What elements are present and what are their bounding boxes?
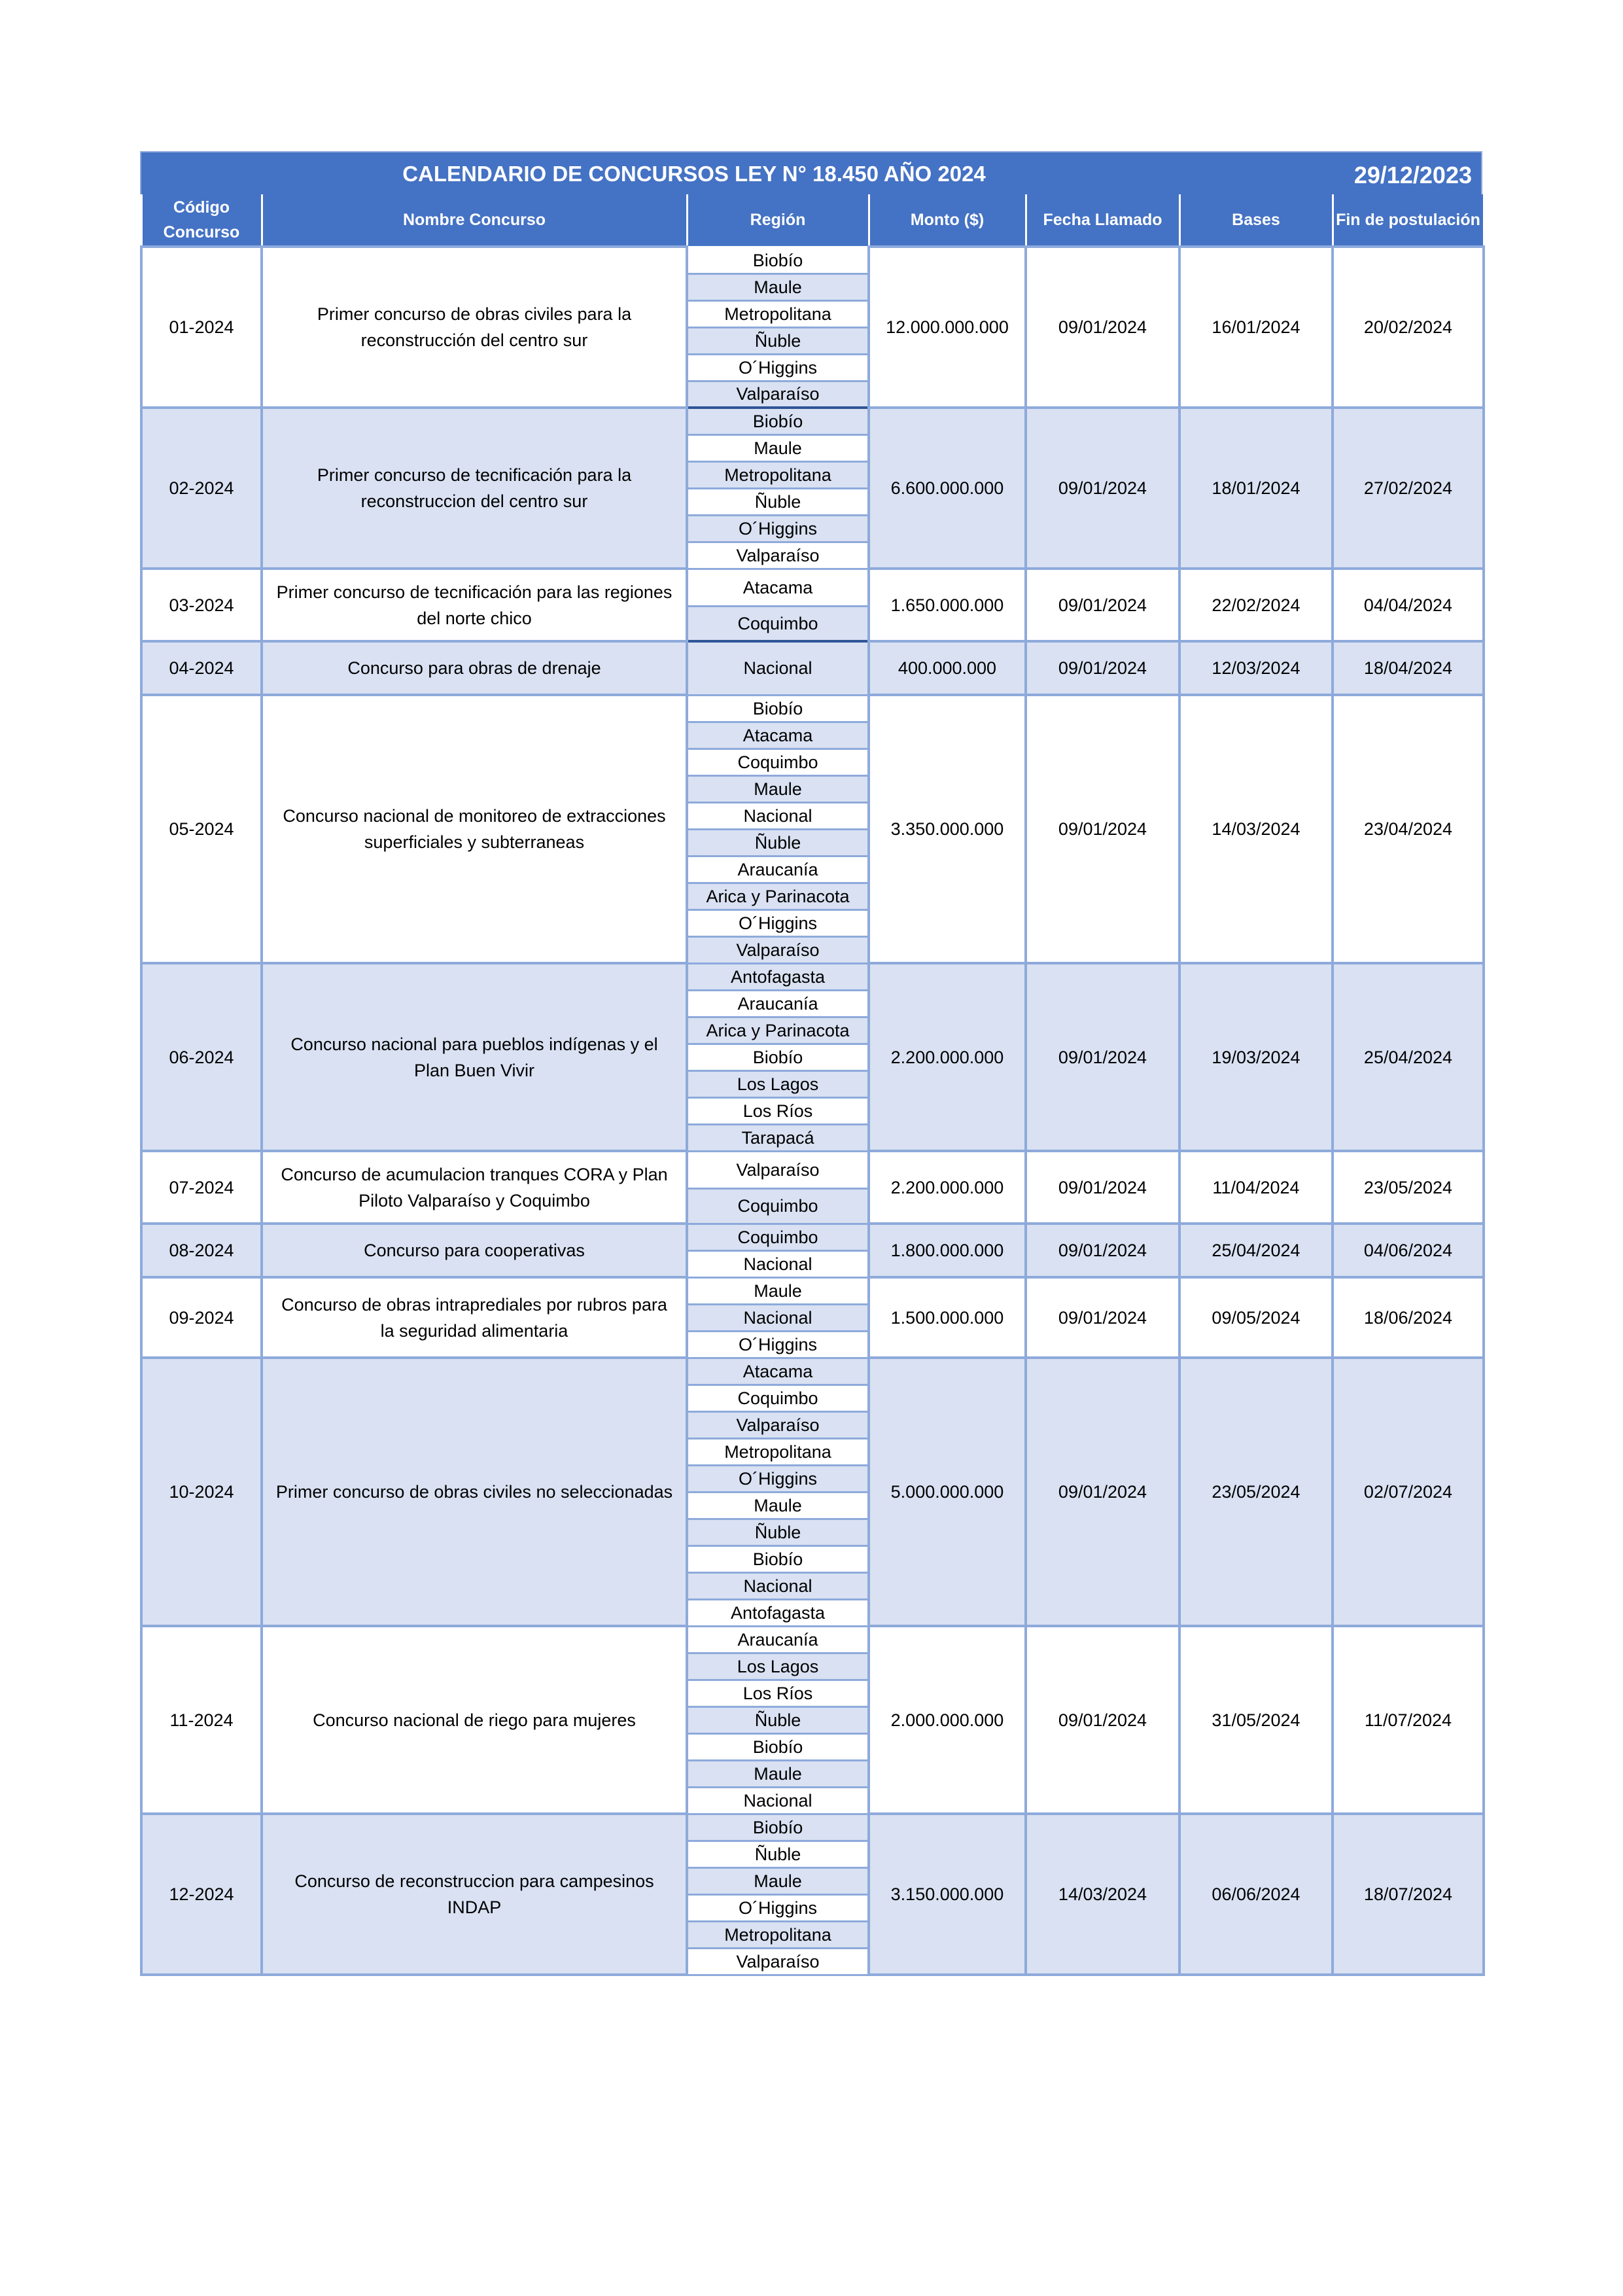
cell-region: Antofagasta xyxy=(687,963,869,990)
cell-region: Metropolitana xyxy=(687,1438,869,1465)
cell-region: Araucanía xyxy=(687,856,869,883)
concurso-group xyxy=(141,1277,1484,1358)
table-row xyxy=(141,408,1484,434)
cell-region: O´Higgins xyxy=(687,1894,869,1921)
cell-region: Valparaíso xyxy=(687,381,869,408)
cell-bases: 12/03/2024 xyxy=(1179,641,1333,695)
cell-region: Valparaíso xyxy=(687,1948,869,1975)
cell-monto: 1.800.000.000 xyxy=(869,1224,1026,1277)
table-row xyxy=(141,1224,1484,1250)
cell-bases: 11/04/2024 xyxy=(1179,1151,1333,1224)
cell-region: Maule xyxy=(687,1867,869,1894)
concurso-group xyxy=(141,695,1484,963)
cell-codigo: 03-2024 xyxy=(141,569,262,641)
cell-region: Biobío xyxy=(687,1814,869,1841)
cell-codigo: 10-2024 xyxy=(141,1358,262,1626)
table-row xyxy=(141,1151,1484,1188)
cell-region: Ñuble xyxy=(687,327,869,354)
cell-bases: 09/05/2024 xyxy=(1179,1277,1333,1358)
cell-region: Nacional xyxy=(687,1787,869,1814)
cell-fecha-llamado: 09/01/2024 xyxy=(1026,695,1179,963)
cell-region: Antofagasta xyxy=(687,1599,869,1626)
cell-region: Nacional xyxy=(687,1250,869,1277)
cell-region: Arica y Parinacota xyxy=(687,1017,869,1044)
cell-monto: 2.200.000.000 xyxy=(869,963,1026,1151)
col-header-monto: Monto ($) xyxy=(869,194,1026,247)
cell-region: Biobío xyxy=(687,1044,869,1070)
cell-nombre: Concurso de obras intraprediales por rubros para la seguridad alimentaria xyxy=(262,1277,687,1358)
cell-monto: 6.600.000.000 xyxy=(869,408,1026,569)
cell-nombre: Concurso de acumulacion tranques CORA y Plan Piloto Valparaíso y Coquimbo xyxy=(262,1151,687,1224)
cell-region: Biobío xyxy=(687,1545,869,1572)
cell-fecha-llamado: 14/03/2024 xyxy=(1026,1814,1179,1975)
cell-region: Valparaíso xyxy=(687,542,869,569)
cell-region: O´Higgins xyxy=(687,910,869,936)
cell-monto: 5.000.000.000 xyxy=(869,1358,1026,1626)
cell-fin-postulacion: 23/05/2024 xyxy=(1333,1151,1484,1224)
table-row xyxy=(141,1277,1484,1304)
cell-region: O´Higgins xyxy=(687,515,869,542)
cell-monto: 3.350.000.000 xyxy=(869,695,1026,963)
col-header-region: Región xyxy=(687,194,869,247)
cell-fecha-llamado: 09/01/2024 xyxy=(1026,1224,1179,1277)
table-row xyxy=(141,695,1484,722)
cell-region: Maule xyxy=(687,1277,869,1304)
col-header-fecha-llamado: Fecha Llamado xyxy=(1026,194,1179,247)
cell-region: Maule xyxy=(687,775,869,802)
cell-region: Maule xyxy=(687,1760,869,1787)
cell-region: Los Lagos xyxy=(687,1653,869,1680)
cell-fin-postulacion: 25/04/2024 xyxy=(1333,963,1484,1151)
cell-region: Coquimbo xyxy=(687,1385,869,1411)
cell-fecha-llamado: 09/01/2024 xyxy=(1026,641,1179,695)
cell-region: Biobío xyxy=(687,695,869,722)
cell-nombre: Primer concurso de tecnificación para la reconstruccion del centro sur xyxy=(262,408,687,569)
cell-fin-postulacion: 11/07/2024 xyxy=(1333,1626,1484,1814)
concursos-calendar-sheet xyxy=(140,151,1482,1976)
table-row xyxy=(141,569,1484,606)
cell-region: Atacama xyxy=(687,722,869,749)
table-row xyxy=(141,963,1484,990)
cell-nombre: Concurso de reconstruccion para campesinos INDAP xyxy=(262,1814,687,1975)
cell-region: Ñuble xyxy=(687,1706,869,1733)
cell-codigo: 02-2024 xyxy=(141,408,262,569)
cell-bases: 22/02/2024 xyxy=(1179,569,1333,641)
cell-fin-postulacion: 18/06/2024 xyxy=(1333,1277,1484,1358)
cell-nombre: Primer concurso de obras civiles no seleccionadas xyxy=(262,1358,687,1626)
cell-nombre: Concurso nacional de riego para mujeres xyxy=(262,1626,687,1814)
concurso-group xyxy=(141,1358,1484,1626)
col-header-bases: Bases xyxy=(1179,194,1333,247)
cell-region: Coquimbo xyxy=(687,1224,869,1250)
cell-region: Nacional xyxy=(687,802,869,829)
cell-region: Ñuble xyxy=(687,488,869,515)
cell-fin-postulacion: 23/04/2024 xyxy=(1333,695,1484,963)
cell-region: Valparaíso xyxy=(687,1411,869,1438)
cell-nombre: Concurso nacional para pueblos indígenas y el Plan Buen Vivir xyxy=(262,963,687,1151)
cell-bases: 14/03/2024 xyxy=(1179,695,1333,963)
cell-codigo: 11-2024 xyxy=(141,1626,262,1814)
cell-region: Nacional xyxy=(687,641,869,695)
cell-nombre: Primer concurso de obras civiles para la reconstrucción del centro sur xyxy=(262,247,687,408)
cell-region: Araucanía xyxy=(687,1626,869,1653)
cell-region: Nacional xyxy=(687,1572,869,1599)
cell-codigo: 04-2024 xyxy=(141,641,262,695)
cell-region: O´Higgins xyxy=(687,354,869,381)
cell-region: Biobío xyxy=(687,1733,869,1760)
cell-fecha-llamado: 09/01/2024 xyxy=(1026,569,1179,641)
cell-region: Los Lagos xyxy=(687,1070,869,1097)
cell-region: Atacama xyxy=(687,1358,869,1385)
cell-monto: 2.000.000.000 xyxy=(869,1626,1026,1814)
col-header-nombre: Nombre Concurso xyxy=(262,194,687,247)
cell-region: O´Higgins xyxy=(687,1331,869,1358)
cell-fin-postulacion: 18/04/2024 xyxy=(1333,641,1484,695)
concurso-group xyxy=(141,408,1484,569)
calendar-date: 29/12/2023 xyxy=(1353,162,1472,188)
concurso-group xyxy=(141,1151,1484,1224)
cell-nombre: Primer concurso de tecnificación para las regiones del norte chico xyxy=(262,569,687,641)
cell-region: Maule xyxy=(687,434,869,461)
cell-bases: 31/05/2024 xyxy=(1179,1626,1333,1814)
cell-bases: 06/06/2024 xyxy=(1179,1814,1333,1975)
table-row xyxy=(141,247,1484,274)
table-row xyxy=(141,1626,1484,1653)
cell-fin-postulacion: 20/02/2024 xyxy=(1333,247,1484,408)
cell-region: Coquimbo xyxy=(687,749,869,775)
cell-region: Ñuble xyxy=(687,829,869,856)
cell-monto: 1.650.000.000 xyxy=(869,569,1026,641)
cell-fin-postulacion: 18/07/2024 xyxy=(1333,1814,1484,1975)
cell-fin-postulacion: 04/04/2024 xyxy=(1333,569,1484,641)
cell-region: Valparaíso xyxy=(687,936,869,963)
col-header-fin-postulacion: Fin de postulación xyxy=(1333,194,1484,247)
cell-region: Valparaíso xyxy=(687,1151,869,1188)
table-header-row xyxy=(141,194,1484,247)
cell-region: Coquimbo xyxy=(687,1188,869,1224)
table-row xyxy=(141,1358,1484,1385)
cell-region: Los Ríos xyxy=(687,1097,869,1124)
cell-fecha-llamado: 09/01/2024 xyxy=(1026,963,1179,1151)
cell-fecha-llamado: 09/01/2024 xyxy=(1026,1277,1179,1358)
cell-codigo: 07-2024 xyxy=(141,1151,262,1224)
cell-fin-postulacion: 04/06/2024 xyxy=(1333,1224,1484,1277)
cell-monto: 3.150.000.000 xyxy=(869,1814,1026,1975)
cell-fecha-llamado: 09/01/2024 xyxy=(1026,1358,1179,1626)
cell-region: Nacional xyxy=(687,1304,869,1331)
cell-region: Maule xyxy=(687,274,869,300)
cell-monto: 400.000.000 xyxy=(869,641,1026,695)
cell-codigo: 06-2024 xyxy=(141,963,262,1151)
cell-codigo: 09-2024 xyxy=(141,1277,262,1358)
cell-fecha-llamado: 09/01/2024 xyxy=(1026,1626,1179,1814)
cell-region: Biobío xyxy=(687,408,869,434)
cell-nombre: Concurso para obras de drenaje xyxy=(262,641,687,695)
cell-region: Metropolitana xyxy=(687,461,869,488)
concurso-group xyxy=(141,247,1484,408)
cell-region: Coquimbo xyxy=(687,606,869,641)
cell-bases: 23/05/2024 xyxy=(1179,1358,1333,1626)
cell-region: Biobío xyxy=(687,247,869,274)
calendar-title: CALENDARIO DE CONCURSOS LEY N° 18.450 AÑO 2024 xyxy=(402,162,986,186)
cell-region: Metropolitana xyxy=(687,300,869,327)
cell-bases: 25/04/2024 xyxy=(1179,1224,1333,1277)
cell-fin-postulacion: 02/07/2024 xyxy=(1333,1358,1484,1626)
cell-region: Atacama xyxy=(687,569,869,606)
cell-fecha-llamado: 09/01/2024 xyxy=(1026,1151,1179,1224)
cell-monto: 2.200.000.000 xyxy=(869,1151,1026,1224)
concurso-group xyxy=(141,1814,1484,1975)
cell-region: Araucanía xyxy=(687,990,869,1017)
concurso-group xyxy=(141,1626,1484,1814)
col-header-codigo: Código Concurso xyxy=(141,194,262,247)
concurso-group xyxy=(141,641,1484,695)
concurso-group xyxy=(141,1224,1484,1277)
cell-fin-postulacion: 27/02/2024 xyxy=(1333,408,1484,569)
cell-codigo: 05-2024 xyxy=(141,695,262,963)
cell-region: Arica y Parinacota xyxy=(687,883,869,910)
cell-region: Metropolitana xyxy=(687,1921,869,1948)
cell-monto: 12.000.000.000 xyxy=(869,247,1026,408)
cell-monto: 1.500.000.000 xyxy=(869,1277,1026,1358)
cell-nombre: Concurso nacional de monitoreo de extracciones superficiales y subterraneas xyxy=(262,695,687,963)
concursos-table xyxy=(140,194,1485,1976)
cell-region: Los Ríos xyxy=(687,1680,869,1706)
cell-region: O´Higgins xyxy=(687,1465,869,1492)
concurso-group xyxy=(141,569,1484,641)
cell-nombre: Concurso para cooperativas xyxy=(262,1224,687,1277)
cell-codigo: 08-2024 xyxy=(141,1224,262,1277)
cell-codigo: 01-2024 xyxy=(141,247,262,408)
cell-bases: 18/01/2024 xyxy=(1179,408,1333,569)
calendar-title-bar xyxy=(140,151,1482,194)
cell-codigo: 12-2024 xyxy=(141,1814,262,1975)
cell-bases: 16/01/2024 xyxy=(1179,247,1333,408)
cell-bases: 19/03/2024 xyxy=(1179,963,1333,1151)
cell-region: Ñuble xyxy=(687,1841,869,1867)
cell-fecha-llamado: 09/01/2024 xyxy=(1026,247,1179,408)
cell-region: Maule xyxy=(687,1492,869,1519)
table-row xyxy=(141,1814,1484,1841)
concurso-group xyxy=(141,963,1484,1151)
cell-region: Tarapacá xyxy=(687,1124,869,1151)
table-row xyxy=(141,641,1484,695)
cell-region: Ñuble xyxy=(687,1519,869,1545)
cell-fecha-llamado: 09/01/2024 xyxy=(1026,408,1179,569)
